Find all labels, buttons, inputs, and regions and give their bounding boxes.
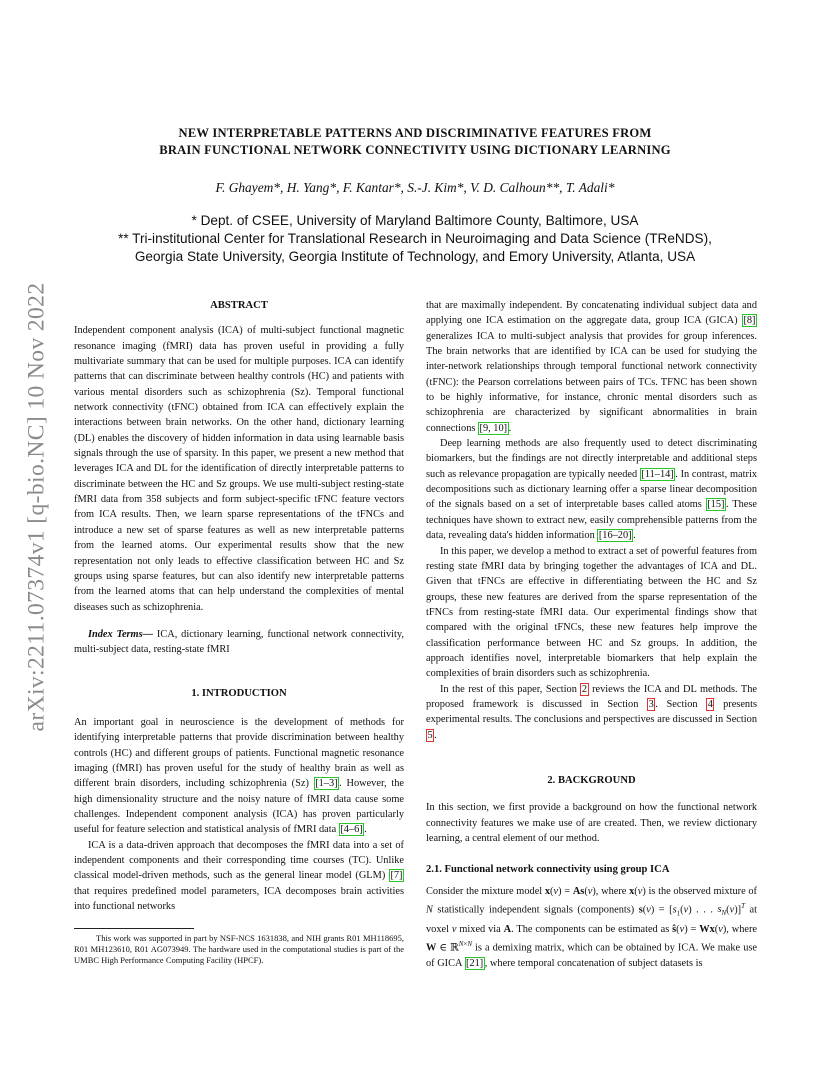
introduction-heading: 1. INTRODUCTION — [191, 687, 287, 699]
index-terms-text: ICA, dictionary learning, functional network connectivity, multi-subject data, resting-state fMRI — [74, 628, 405, 656]
arxiv-stamp: arXiv:2211.07374v1 [q-bio.NC] 10 Nov 2022 — [23, 282, 50, 732]
title-line-1: NEW INTERPRETABLE PATTERNS AND DISCRIMINATIVE FEATURES FROM — [178, 126, 652, 140]
affiliation-1: * Dept. of CSEE, University of Maryland Baltimore County, Baltimore, USA — [191, 213, 639, 228]
index-terms — [74, 627, 404, 658]
title-line-2: BRAIN FUNCTIONAL NETWORK CONNECTIVITY USING DICTIONARY LEARNING — [159, 143, 671, 157]
citation-link[interactable]: [11–14] — [641, 468, 674, 480]
author-list: F. Ghayem*, H. Yang*, F. Kantar*, S.-J. Kim*, V. D. Calhoun**, T. Adali* — [215, 180, 615, 195]
citation-link[interactable]: [15] — [707, 499, 725, 511]
section-link[interactable]: 2 — [581, 683, 588, 695]
right-paragraph-3: In this paper, we develop a method to extract a set of powerful features from resting state fMRI data by bringing together the advantages of ICA and DL. Given that tFNCs are effective in differentiating between the HC and Sz groups, these new features are derived from the sparse representation of the tFNCs from resting-state fMRI data. Our experimental findings show that compared with the original tFNCs, these new features help improve the classification performance between HC and Sz groups. In addition, the approach identifies novel, interpretable biomarkers that help explain the complexities of brain disorders such as schizophrenia. — [426, 545, 757, 680]
section-link[interactable]: 5 — [427, 729, 433, 741]
background-heading: 2. BACKGROUND — [547, 774, 636, 786]
citation-link[interactable]: [21] — [466, 958, 484, 969]
abstract-text: Independent component analysis (ICA) of multi-subject functional magnetic resonance imaging (fMRI) data has proven useful in providing a fully multivariate summary that can be used for multiple purposes. ICA can identify patterns that can discriminate between healthy controls (HC) and patients with various mental disorders such as schizophrenia (Sz). Temporal functional network connectivity (tFNC) obtained from ICA can effectively explain the interactions between brain networks. On the other hand, dictionary learning (DL) enables the discovery of hidden information in data using learnable basis signals through the use of sparsity. In this paper, we present a new method that leverages ICA and DL for the identification of directly interpretable patterns to discriminate between the HC and Sz groups. We use multi-subject resting-state fMRI data from 358 subjects and form subject-specific tFNC feature vectors from ICA results. Then, we learn sparse representations of the tFNCs and introduce a new set of sparse features as well as new interpretable patterns from the learned atoms. Our experimental results show that the new representation not only leads to effective classification between HC and Sz groups using sparse features, but can also identify new interpretable patterns from the learned atoms that can help understand the complexities of mental diseases such as schizophrenia. — [74, 325, 404, 613]
right-paragraph-2: Deep learning methods are also frequently used to detect discriminating biomarkers, but the findings are not directly interpretable and additional steps such as relevance propagation are typically needed [11–14] . In contrast, matrix decompositions such as dictionary learning offer a sparse linear decomposition of the signals based on a set of interpretable bases called atoms [15] . These techniques have shown to extract new, easily comprehensible patterns from the data, revealing data's hidden information [16–20] . — [426, 438, 757, 542]
index-terms-label: Index Terms— — [87, 628, 153, 640]
citation-link[interactable]: [1–3] — [315, 778, 338, 790]
affiliation-2: ** Tri-institutional Center for Translational Research in Neuroimaging and Data Science (TReNDS), — [118, 231, 712, 246]
abstract-heading: ABSTRACT — [210, 300, 268, 311]
intro-paragraph-1: An important goal in neuroscience is the development of methods for identifying interpretable patterns that provide discrimination between healthy controls (HC) and different groups of patients. Functional magnetic resonance imaging (fMRI) has proven useful for the study of healthy brain as well as different brain disorders, including schizophrenia (Sz) [1–3] . However, the high dimensionality structure and the noisy nature of fMRI data cause some challenges. Independent component analysis (ICA) has proven particularly useful for feature selection and statistical analysis of fMRI data [4–6] . — [74, 716, 404, 836]
intro-paragraph-2: ICA is a data-driven approach that decomposes the fMRI data into a set of independent components and their corresponding time courses (TC). Unlike classical model-driven methods, such as the general linear model (GLM) [7] that requires predefined model parameters, ICA decomposes brain activities into functional networks — [74, 839, 404, 913]
left-column — [74, 298, 404, 914]
right-paragraph-4: In the rest of this paper, Section 2 reviews the ICA and DL methods. The proposed framework is discussed in Section 3 . Section 4 presents experimental results. The conclusions and perspectives are discussed in Section 5 . — [426, 683, 757, 741]
footnote-rule — [74, 928, 194, 929]
affiliations — [80, 212, 750, 266]
right-paragraph-1: that are maximally independent. By concatenating individual subject data and applying one ICA estimation on the aggregate data, group ICA (GICA) [8] generalizes ICA to multi-subject analysis that provides for group inferences. The brain networks that are identified by ICA can be used for studying the inter-network relationships through temporal functional network connectivity (tFNC): the Pearson correlations between pairs of TCs. TFNC has been shown to be highly informative, for instance, chronic mental disorders such as schizophrenia are characterized by significant abnormalities in brain connections [9, 10] . — [426, 300, 757, 434]
section-link[interactable]: 3 — [648, 698, 654, 710]
section-link[interactable]: 4 — [707, 698, 713, 710]
citation-link[interactable]: [4–6] — [340, 824, 363, 836]
right-column — [426, 298, 757, 971]
paper-title — [100, 125, 730, 159]
funding-footnote: This work was supported in part by NSF-NCS 1631838, and NIH grants R01 MH118695, R01 MH123610, R01 AG073949. The hardware used in the computational studies is part of the UMBC High Performance Computing Facility (HPCF). — [74, 933, 404, 966]
affiliation-3: Georgia State University, Georgia Institute of Technology, and Emory University, Atlanta, USA — [134, 249, 696, 264]
citation-link[interactable]: [16–20] — [598, 530, 632, 542]
citation-link[interactable]: [8] — [743, 315, 756, 327]
citation-link[interactable]: [7] — [390, 870, 403, 882]
background-paragraph-2: Consider the mixture model x(v) = As(v), where x(v) is the observed mixture of N statistically independent signals (components) $s(v) = [s_1(v)$ . . . $s_N(v)]^T$ at voxel v mixed via A. The components can be estimated as ŝ(v) = Wx(v), where W ∈ ℝ$^{N\times N}$ is a demixing matrix, which can be obtained by ICA. We make use of GICA [21] , where temporal concatenation of subject datasets is — [426, 885, 757, 969]
citation-link[interactable]: [9, 10] — [479, 422, 508, 434]
background-paragraph-1: In this section, we first provide a background on how the functional network connectivity features we make use of are created. Then, we review dictionary learning, a central element of our method. — [426, 802, 757, 844]
subsection-heading-2-1: 2.1. Functional network connectivity using group ICA — [426, 864, 670, 876]
